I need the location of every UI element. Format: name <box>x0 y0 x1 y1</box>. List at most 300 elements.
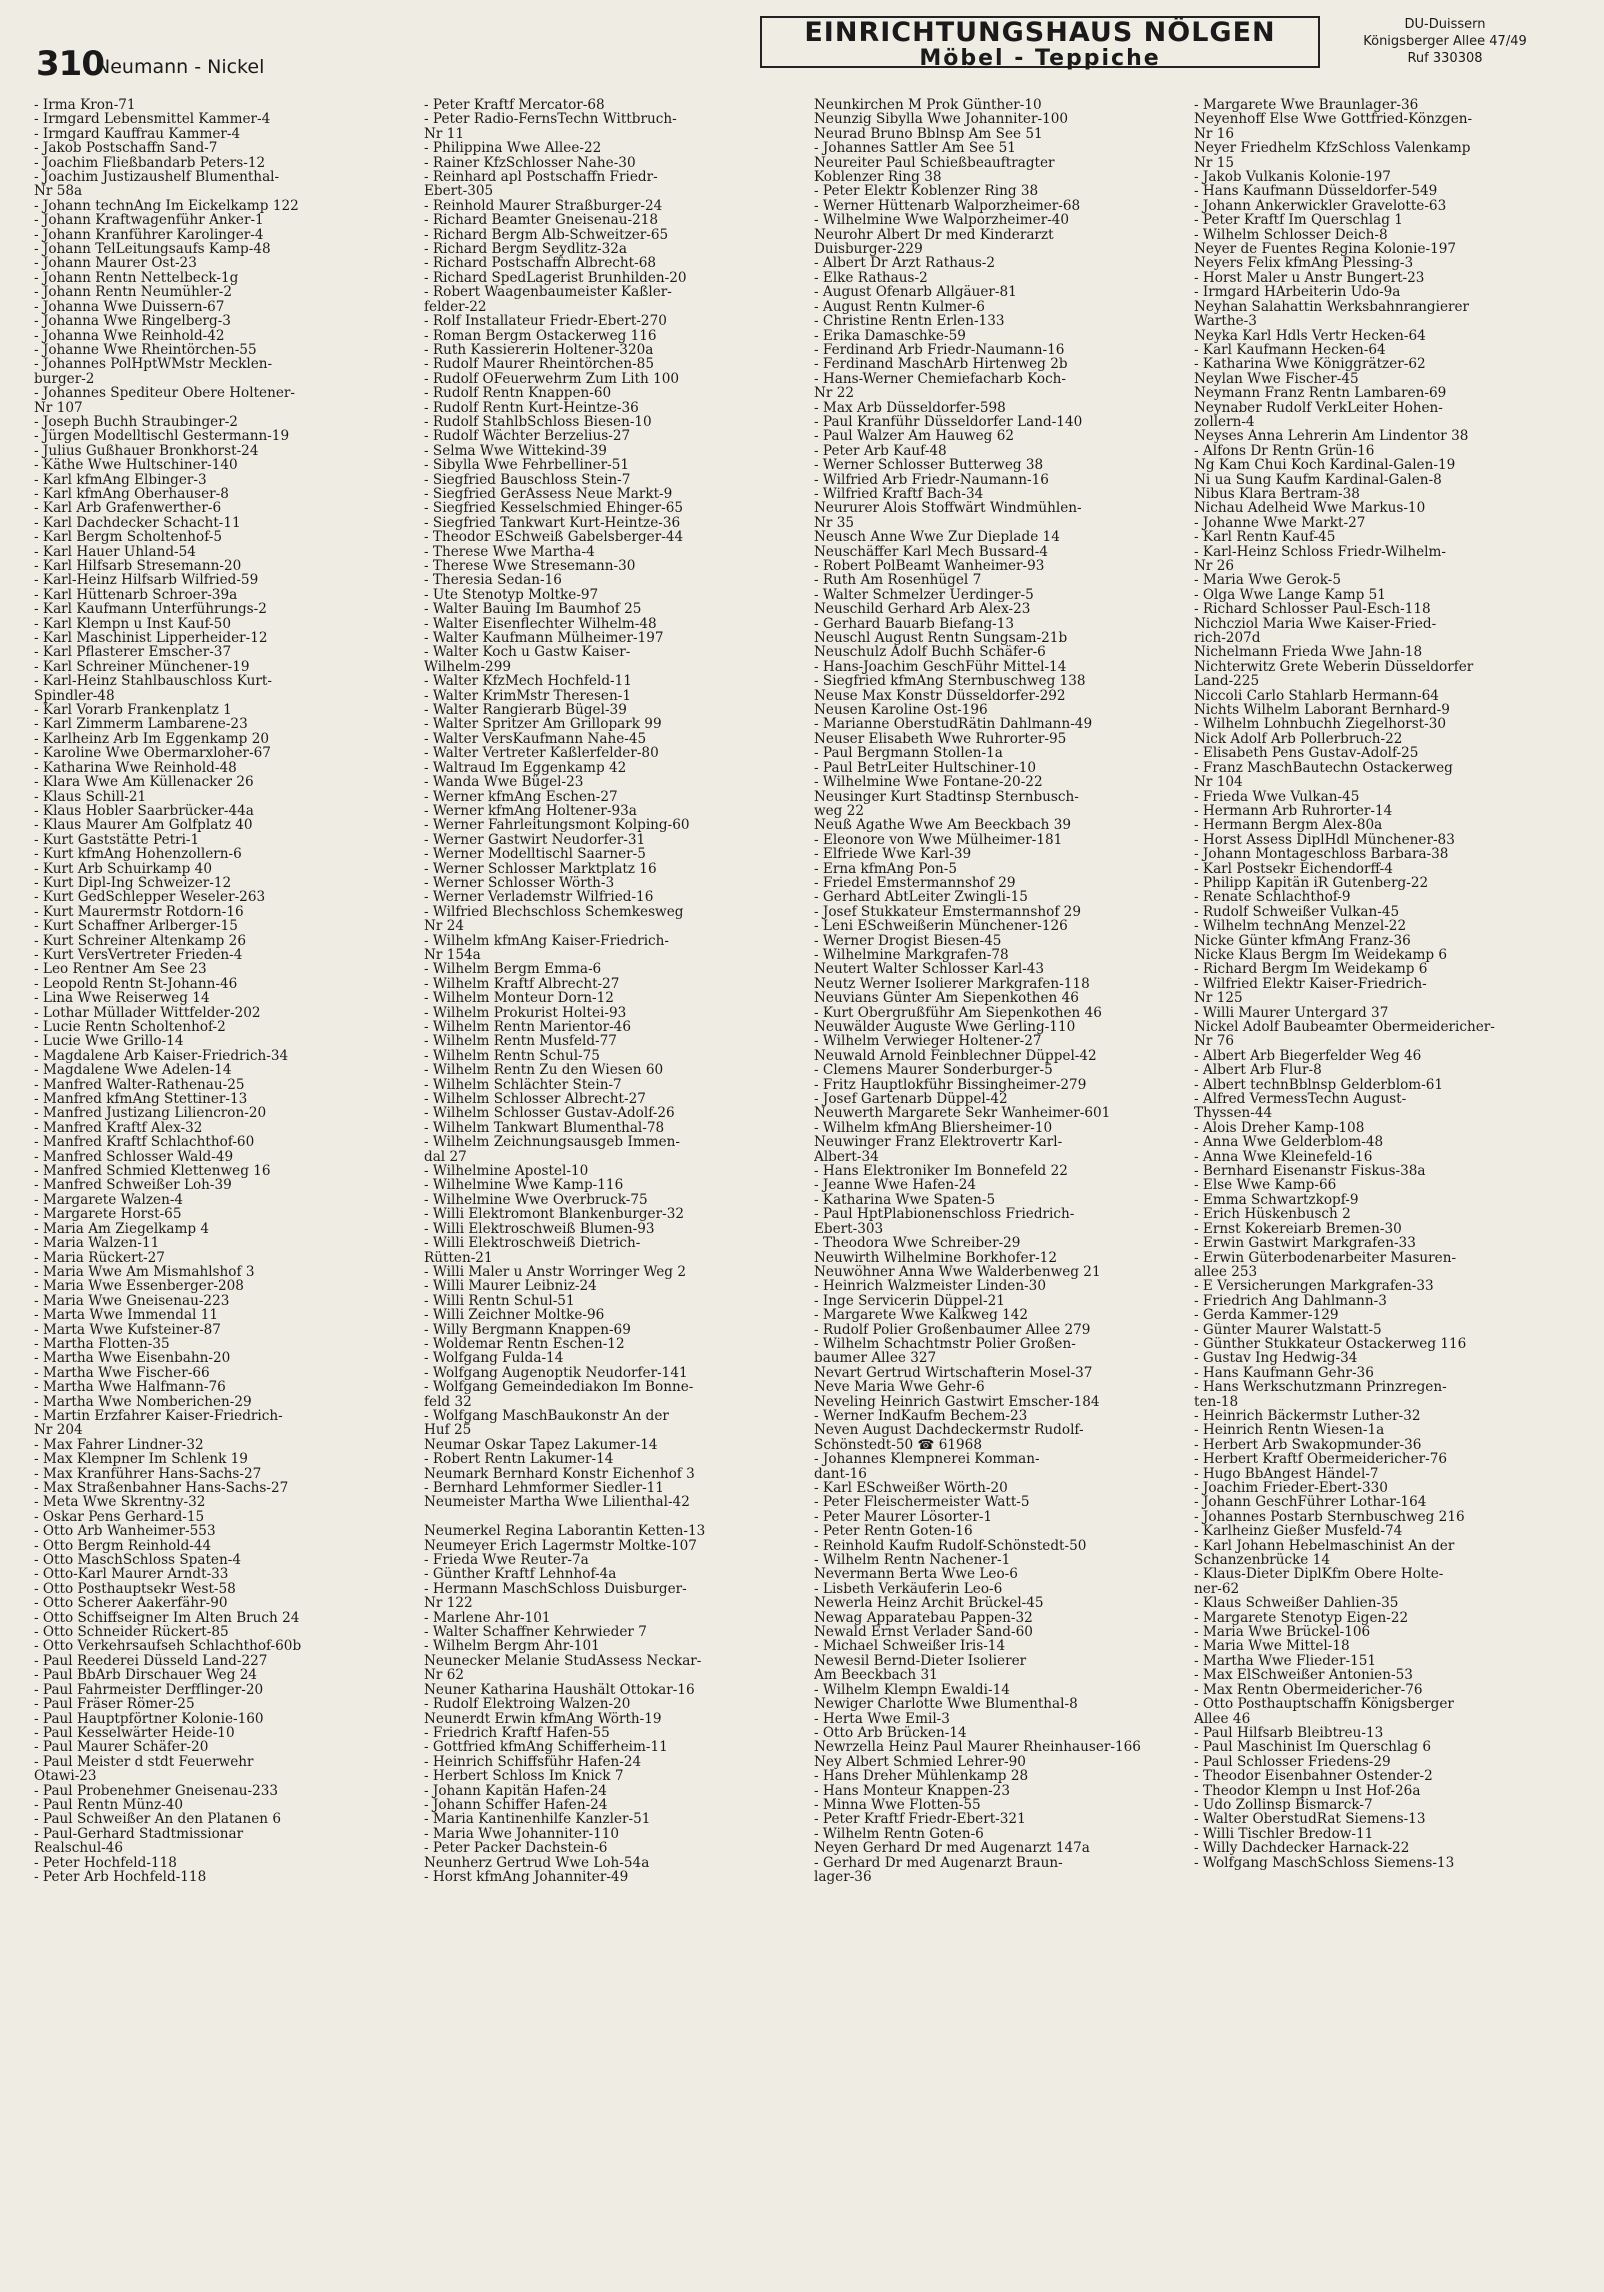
directory-entry: Nr 125 <box>1194 991 1243 1006</box>
directory-entry: - Peter Arb Hochfeld-118 <box>34 1869 207 1885</box>
directory-entry: Neyka Karl Hdls Vertr Hecken-64 <box>1194 328 1426 343</box>
directory-entry: - Margarete Horst-65 <box>34 1207 182 1222</box>
directory-entry: - Karl Pflasterer Emscher-37 <box>34 645 232 660</box>
directory-entry: - Elisabeth Pens Gustav-Adolf-25 <box>1194 746 1419 761</box>
directory-entry: - Walter Kaufmann Mülheimer-197 <box>424 631 664 646</box>
directory-entry: - Max Rentn Obermeidericher-76 <box>1194 1682 1423 1698</box>
directory-entry: Neurohr Albert Dr med Kinderarzt <box>814 227 1054 243</box>
directory-entry: Neve Maria Wwe Gehr-6 <box>814 1380 985 1395</box>
directory-entry: - August Ofenarb Allgäuer-81 <box>814 285 1017 300</box>
directory-entry: - Walter Schmelzer Uerdinger-5 <box>814 587 1034 603</box>
directory-entry: - Lucie Wwe Grillo-14 <box>34 1034 184 1049</box>
directory-entry: - Else Wwe Kamp-66 <box>1194 1178 1337 1193</box>
directory-entry: ner-62 <box>1194 1581 1240 1597</box>
directory-entry: - Karl Rentn Kauf-45 <box>1194 530 1336 545</box>
directory-entry: Nr 76 <box>1194 1034 1235 1049</box>
directory-entry: - Martha Wwe Eisenbahn-20 <box>34 1351 231 1366</box>
directory-entry: - Max Kranführer Hans-Sachs-27 <box>34 1466 262 1481</box>
directory-entry: - Kurt VersVertreter Frieden-4 <box>34 947 243 963</box>
directory-entry: - Wanda Wwe Bügel-23 <box>424 775 584 790</box>
directory-entry: - Hans Werkschutzmann Prinzregen- <box>1194 1380 1447 1395</box>
directory-entry: Nr 16 <box>1194 126 1235 142</box>
directory-entry: - Paul Fräser Römer-25 <box>34 1697 195 1712</box>
directory-entry: - Horst kfmAng Johanniter-49 <box>424 1869 629 1885</box>
directory-entry: - Heinrich Rentn Wiesen-1a <box>1194 1423 1385 1438</box>
directory-entry: Neyer Friedhelm KfzSchloss Valenkamp <box>1194 141 1471 156</box>
directory-entry: - Wolfgang Augenoptik Neudorfer-141 <box>424 1365 688 1381</box>
directory-entry: - Horst Maler u Anstr Bungert-23 <box>1194 270 1425 286</box>
directory-entry: - Martha Wwe Halfmann-76 <box>34 1380 226 1395</box>
directory-entry: - Karl Arb Grafenwerther-6 <box>34 501 222 516</box>
directory-entry: - Peter Arb Kauf-48 <box>814 443 947 459</box>
directory-entry: - Anna Wwe Gelderblom-48 <box>1194 1135 1384 1150</box>
directory-entry: - Jakob Postschaffn Sand-7 <box>34 141 218 156</box>
directory-entry: Nr 11 <box>424 126 465 142</box>
directory-entry: - Herta Wwe Emil-3 <box>814 1711 950 1726</box>
directory-entry: - Paul Meister d stdt Feuerwehr <box>34 1754 254 1770</box>
directory-entry: - Jeanne Wwe Hafen-24 <box>814 1178 977 1193</box>
directory-entry: - Robert Rentn Lakumer-14 <box>424 1452 614 1467</box>
directory-entry: - Siegfried Bauschloss Stein-7 <box>424 472 631 487</box>
directory-entry: - Reinhold Maurer Straßburger-24 <box>424 198 663 214</box>
directory-entry: - Erna kfmAng Pon-5 <box>814 861 958 876</box>
directory-entry: Koblenzer Ring 38 <box>814 170 942 185</box>
directory-entry: - Erich Hüskenbusch 2 <box>1194 1207 1351 1222</box>
directory-entry: - Kurt kfmAng Hohenzollern-6 <box>34 847 242 862</box>
directory-entry: - Karl Kaufmann Hecken-64 <box>1194 342 1386 358</box>
directory-entry: Neuwälder Auguste Wwe Gerling-110 <box>814 1020 1076 1035</box>
directory-entry: - Irmgard HArbeiterin Udo-9a <box>1194 285 1401 300</box>
directory-entry: - Johann Maurer Ost-23 <box>34 256 197 271</box>
directory-entry: - Wilhelm Schlosser Gustav-Adolf-26 <box>424 1106 675 1121</box>
directory-entry: Neuwinger Franz Elektrovertr Karl- <box>814 1135 1063 1150</box>
directory-entry: - Albert Arb Biegerfelder Weg 46 <box>1194 1048 1422 1064</box>
directory-entry: - Friedrich Ang Dahlmann-3 <box>1194 1293 1387 1309</box>
directory-entry: - Magdalene Wwe Adelen-14 <box>34 1063 232 1078</box>
directory-entry: - Leopold Rentn St-Johann-46 <box>34 976 238 992</box>
directory-entry: Rütten-21 <box>424 1250 493 1265</box>
directory-entry: Neusen Karoline Ost-196 <box>814 703 988 718</box>
directory-entry: - Willi Elektromont Blankenburger-32 <box>424 1207 684 1222</box>
directory-entry: - Manfred Justizang Liliencron-20 <box>34 1106 267 1121</box>
directory-entry: - Max Arb Düsseldorfer-598 <box>814 400 1006 415</box>
directory-entry: - Johanna Wwe Ringelberg-3 <box>34 314 231 329</box>
directory-entry: - Johann Rentn Nettelbeck-1g <box>34 270 239 286</box>
directory-entry: - Kurt Schreiner Altenkamp 26 <box>34 933 246 948</box>
directory-entry: - Peter Kraftf Friedr-Ebert-321 <box>814 1812 1026 1827</box>
directory-entry: - Siegfried Kesselschmied Ehinger-65 <box>424 501 684 516</box>
directory-entry: Nr 104 <box>1194 775 1243 790</box>
directory-entry: Nr 204 <box>34 1423 83 1438</box>
directory-entry: - Walter Schaffner Kehrwieder 7 <box>424 1625 647 1640</box>
directory-entry: - Alois Dreher Kamp-108 <box>1194 1120 1365 1136</box>
directory-entry: - Johannes Postarb Sternbuschweg 216 <box>1194 1509 1465 1525</box>
directory-entry: - Maria Wwe Johanniter-110 <box>424 1826 620 1842</box>
directory-entry: - Heinrich Walzmeister Linden-30 <box>814 1279 1046 1294</box>
directory-entry: - Johann Kraftwagenführ Anker-1 <box>34 213 264 228</box>
directory-entry: Schanzenbrücke 14 <box>1194 1553 1330 1568</box>
directory-entry: - Paul Hauptpförtner Kolonie-160 <box>34 1711 264 1726</box>
directory-entry: - Maria Kantinenhilfe Kanzler-51 <box>424 1812 651 1827</box>
directory-entry: Wilhelm-299 <box>424 659 512 675</box>
directory-entry: - Wilfried Kraftf Bach-34 <box>814 486 984 502</box>
directory-entry: - Karl Klempn u Inst Kauf-50 <box>34 616 231 632</box>
directory-entry: - E Versicherungen Markgrafen-33 <box>1194 1279 1434 1294</box>
directory-entry: - Emma Schwartzkopf-9 <box>1194 1192 1359 1208</box>
directory-entry: - Ute Stenotyp Moltke-97 <box>424 587 599 603</box>
directory-entry: - Martha Wwe Nomberichen-29 <box>34 1394 252 1409</box>
directory-entry: - Theodor Klempn u Inst Hof-26a <box>1194 1783 1421 1798</box>
directory-entry: - Hans-Joachim GeschFühr Mittel-14 <box>814 659 1067 675</box>
directory-entry: - Herbert Arb Swakopmunder-36 <box>1194 1437 1422 1453</box>
directory-entry: - Hugo BbAngest Händel-7 <box>1194 1466 1379 1481</box>
directory-entry: - Peter Fleischermeister Watt-5 <box>814 1495 1030 1510</box>
directory-entry: - Joseph Buchh Straubinger-2 <box>34 414 238 430</box>
directory-entry: Neveling Heinrich Gastwirt Emscher-184 <box>814 1394 1100 1409</box>
directory-entry: Neuß Agathe Wwe Am Beeckbach 39 <box>814 818 1072 833</box>
directory-entry: - Renate Schlachthof-9 <box>1194 890 1351 905</box>
directory-entry: - Margarete Wwe Braunlager-36 <box>1194 98 1419 113</box>
directory-entry: Neuwöhner Anna Wwe Walderbenweg 21 <box>814 1264 1101 1280</box>
directory-entry: - Christine Rentn Erlen-133 <box>814 314 1005 329</box>
directory-entry: - Manfred Schlosser Wald-49 <box>34 1149 234 1165</box>
directory-entry: Neumeyer Erich Lagermstr Moltke-107 <box>424 1538 697 1554</box>
directory-entry: - Manfred Kraftf Schlachthof-60 <box>34 1135 255 1150</box>
directory-entry: - Wilhelm Bergm Ahr-101 <box>424 1639 600 1654</box>
directory-entry: - Gustav Ing Hedwig-34 <box>1194 1351 1358 1366</box>
directory-entry: - Karl-Heinz Schloss Friedr-Wilhelm- <box>1194 544 1447 559</box>
directory-entry: - Hermann Bergm Alex-80a <box>1194 818 1383 833</box>
directory-entry: Land-225 <box>1194 674 1260 689</box>
directory-entry: - Johann Kapitän Hafen-24 <box>424 1783 607 1798</box>
directory-entry: - Olga Wwe Lange Kamp 51 <box>1194 587 1386 603</box>
directory-entry: - Kurt Gaststätte Petri-1 <box>34 832 200 848</box>
directory-entry: - Kurt GedSchlepper Weseler-263 <box>34 890 266 905</box>
directory-entry: - Paul BbArb Dirschauer Weg 24 <box>34 1668 258 1683</box>
directory-entry: - Otto Arb Wanheimer-553 <box>34 1524 216 1539</box>
directory-entry: - Inge Servicerin Düppel-21 <box>814 1293 1005 1309</box>
directory-entry: - Katharina Wwe Spaten-5 <box>814 1192 996 1208</box>
directory-entry: - Lisbeth Verkäuferin Leo-6 <box>814 1581 1003 1597</box>
directory-entry: - Herbert Kraftf Obermeidericher-76 <box>1194 1452 1448 1467</box>
directory-entry: - Franz MaschBautechn Ostackerweg <box>1194 760 1453 776</box>
directory-entry: Newag Apparatebau Pappen-32 <box>814 1610 1033 1626</box>
directory-entry: Nickel Adolf Baubeamter Obermeidericher- <box>1194 1020 1495 1035</box>
directory-entry: - Paul Maurer Schäfer-20 <box>34 1740 209 1755</box>
directory-entry: - Willi Maler u Anstr Worringer Weg 2 <box>424 1264 686 1280</box>
directory-entry: - Bernhard Lehmformer Siedler-11 <box>424 1481 664 1496</box>
directory-entry: - Wolfgang Gemeindediakon Im Bonne- <box>424 1380 694 1395</box>
directory-entry: - Johann Kranführer Karolinger-4 <box>34 227 264 243</box>
directory-entry: Newrzella Heinz Paul Maurer Rheinhauser-166 <box>814 1740 1141 1755</box>
directory-entry: - Anna Wwe Kleinefeld-16 <box>1194 1149 1373 1165</box>
directory-entry: - Margarete Wwe Kalkweg 142 <box>814 1308 1029 1323</box>
directory-entry: - Otto Posthauptschaffn Königsberger <box>1194 1697 1454 1712</box>
directory-entry: - Paul Kranführ Düsseldorfer Land-140 <box>814 414 1083 430</box>
directory-entry: - Walter KfzMech Hochfeld-11 <box>424 674 632 689</box>
directory-entry: - Klaus-Dieter DiplKfm Obere Holte- <box>1194 1567 1444 1582</box>
directory-entry: dal 27 <box>424 1149 467 1165</box>
directory-entry: - Willi Maurer Untergard 37 <box>1194 1005 1389 1020</box>
directory-entry: - Maria Wwe Gneisenau-223 <box>34 1293 230 1309</box>
directory-column-2 <box>424 98 794 2268</box>
directory-entry: - Johanne Wwe Markt-27 <box>1194 515 1366 531</box>
directory-entry: - Manfred Schmied Klettenweg 16 <box>34 1164 271 1179</box>
directory-entry: Neuschl August Rentn Sungsam-21b <box>814 631 1068 646</box>
directory-entry: - Richard Bergm Alb-Schweitzer-65 <box>424 227 669 243</box>
directory-entry: - Willi Elektroschweiß Blumen-93 <box>424 1221 655 1237</box>
directory-entry: - Horst Assess DiplHdl Münchener-83 <box>1194 832 1455 848</box>
directory-entry: - Karl-Heinz Hilfsarb Wilfried-59 <box>34 573 259 588</box>
directory-entry: - Ernst Kokereiarb Bremen-30 <box>1194 1221 1402 1237</box>
directory-entry: - Karl Postsekr Eichendorff-4 <box>1194 861 1393 876</box>
directory-entry: Nibus Klara Bertram-38 <box>1194 486 1360 502</box>
directory-entry: - Siegfried kfmAng Sternbuschweg 138 <box>814 674 1086 689</box>
directory-entry: - Reinhold Kaufm Rudolf-Schönstedt-50 <box>814 1538 1087 1554</box>
directory-entry: - Margarete Walzen-4 <box>34 1192 184 1208</box>
directory-entry: - August Rentn Kulmer-6 <box>814 299 985 315</box>
directory-entry: - Hermann MaschSchloss Duisburger- <box>424 1581 687 1597</box>
directory-entry: - Marta Wwe Immendal 11 <box>34 1308 219 1323</box>
directory-entry: lager-36 <box>814 1869 872 1885</box>
directory-entry: - Karlheinz Gießer Musfeld-74 <box>1194 1524 1403 1539</box>
directory-entry: - Paul Schweißer An den Platanen 6 <box>34 1812 282 1827</box>
directory-entry: - Wilhelm Monteur Dorn-12 <box>424 991 614 1006</box>
directory-entry: - Rudolf OFeuerwehrm Zum Lith 100 <box>424 371 680 387</box>
directory-entry: - Erika Damaschke-59 <box>814 328 966 343</box>
directory-entry: - Paul Schlosser Friedens-29 <box>1194 1754 1391 1770</box>
directory-entry: - Paul Hilfsarb Bleibtreu-13 <box>1194 1725 1384 1741</box>
directory-entry: - Günter Maurer Walstatt-5 <box>1194 1322 1382 1337</box>
directory-entry: - Theresia Sedan-16 <box>424 573 562 588</box>
directory-entry: Ebert-303 <box>814 1221 884 1237</box>
directory-entry: Schönstedt-50 ☎ 61968 <box>814 1437 982 1453</box>
directory-entry: Nicke Günter kfmAng Franz-36 <box>1194 933 1411 948</box>
directory-entry: Neuschild Gerhard Arb Alex-23 <box>814 602 1031 617</box>
directory-entry: - Klara Wwe Am Küllenacker 26 <box>34 775 254 790</box>
directory-entry: Neunecker Melanie StudAssess Neckar- <box>424 1653 702 1669</box>
directory-entry: - Peter Kraftf Im Querschlag 1 <box>1194 213 1403 228</box>
directory-entry: Neuser Elisabeth Wwe Ruhrorter-95 <box>814 731 1067 747</box>
directory-entry: - Johann GeschFührer Lothar-164 <box>1194 1495 1427 1510</box>
directory-entry: - Gerhard AbtLeiter Zwingli-15 <box>814 890 1028 905</box>
directory-entry: - Michael Schweißer Iris-14 <box>814 1639 1006 1654</box>
directory-entry: - Otto Schneider Rückert-85 <box>34 1625 229 1640</box>
directory-entry: Nichterwitz Grete Weberin Düsseldorfer <box>1194 659 1474 675</box>
directory-entry: - Johanne Wwe Rheintörchen-55 <box>34 342 257 358</box>
directory-entry: - Werner Schlosser Butterweg 38 <box>814 458 1044 473</box>
directory-entry: Neyses Anna Lehrerin Am Lindentor 38 <box>1194 429 1469 444</box>
directory-entry: - Wilhelm Rentn Goten-6 <box>814 1826 984 1842</box>
directory-entry: - Hans Monteur Knappen-23 <box>814 1783 1010 1798</box>
directory-entry: - Wilfried Blechschloss Schemkesweg <box>424 904 684 920</box>
directory-entry: Neumar Oskar Tapez Lakumer-14 <box>424 1437 658 1453</box>
directory-entry: - Klaus Hobler Saarbrücker-44a <box>34 803 254 819</box>
directory-entry: - Paul Bergmann Stollen-1a <box>814 746 1003 761</box>
directory-entry: - Werner Drogist Biesen-45 <box>814 933 1002 948</box>
directory-entry: - Klaus Schweißer Dahlien-35 <box>1194 1596 1399 1611</box>
directory-entry: Neuwirth Wilhelmine Borkhofer-12 <box>814 1250 1057 1265</box>
directory-entry: - Maria Walzen-11 <box>34 1236 160 1251</box>
directory-entry: Neyhan Salahattin Werksbahnrangierer <box>1194 299 1470 315</box>
directory-entry: Nr 122 <box>424 1596 473 1611</box>
directory-entry: - Maria Am Ziegelkamp 4 <box>34 1221 210 1237</box>
directory-entry: - Wilhelm Rentn Marientor-46 <box>424 1020 631 1035</box>
directory-entry: - Otto Verkehrsaufseh Schlachthof-60b <box>34 1639 302 1654</box>
directory-entry: - Richard Postschaffn Albrecht-68 <box>424 256 657 271</box>
directory-entry: - Paul Kesselwärter Heide-10 <box>34 1725 235 1741</box>
directory-entry: - Ruth Am Rosenhügel 7 <box>814 573 982 588</box>
directory-entry: Am Beeckbach 31 <box>814 1668 938 1683</box>
directory-entry: - Wolfgang MaschBaukonstr An der <box>424 1408 669 1424</box>
directory-entry: rich-207d <box>1194 631 1261 646</box>
directory-entry: - Rudolf Rentn Knappen-60 <box>424 386 612 401</box>
directory-entry: - Maria Wwe Brückel-106 <box>1194 1625 1371 1640</box>
directory-entry: - Werner Schlosser Wörth-3 <box>424 875 615 891</box>
directory-entry: - Manfred Walter-Rathenau-25 <box>34 1077 245 1093</box>
directory-entry: - Leni ESchweißerin Münchener-126 <box>814 919 1068 934</box>
directory-entry: - Max ElSchweißer Antonien-53 <box>1194 1668 1413 1683</box>
directory-entry: - Josef Stukkateur Emstermannshof 29 <box>814 904 1081 920</box>
directory-entry: - Johanna Wwe Duissern-67 <box>34 299 225 315</box>
directory-entry: - Martha Wwe Fischer-66 <box>34 1365 210 1381</box>
directory-entry: - Hermann Arb Ruhrorter-14 <box>1194 803 1393 819</box>
directory-entry: - Kurt Dipl-Ing Schweizer-12 <box>34 875 232 891</box>
directory-entry: - Maria Wwe Am Mismahlshof 3 <box>34 1264 255 1280</box>
directory-entry: Ni ua Sung Kaufm Kardinal-Galen-8 <box>1194 472 1442 487</box>
directory-entry: - Karl Hauer Uhland-54 <box>34 544 196 559</box>
directory-entry: - Johannes PolHptWMstr Mecklen- <box>34 357 273 372</box>
directory-entry: ten-18 <box>1194 1394 1239 1409</box>
directory-entry: Neyenhoff Else Wwe Gottfried-Könzgen- <box>1194 112 1473 127</box>
directory-entry: Nr 107 <box>34 400 83 415</box>
directory-entry: - Siegfried GerAssess Neue Markt-9 <box>424 486 673 502</box>
directory-entry: - Marlene Ahr-101 <box>424 1610 551 1626</box>
directory-entry: Duisburger-229 <box>814 242 923 257</box>
directory-entry: Nr 26 <box>1194 559 1235 574</box>
directory-entry: Newesil Bernd-Dieter Isolierer <box>814 1653 1027 1669</box>
directory-entry: - Otto-Karl Maurer Arndt-33 <box>34 1567 229 1582</box>
directory-entry: - Selma Wwe Wittekind-39 <box>424 443 607 459</box>
directory-entry: - Willi Zeichner Moltke-96 <box>424 1308 605 1323</box>
directory-entry: Neyer de Fuentes Regina Kolonie-197 <box>1194 242 1457 257</box>
directory-entry: - Walter Eisenflechter Wilhelm-48 <box>424 616 657 632</box>
directory-entry: - Rudolf Schweißer Vulkan-45 <box>1194 904 1400 920</box>
directory-entry: - Walter OberstudRat Siemens-13 <box>1194 1812 1426 1827</box>
directory-entry: - Otto Arb Brücken-14 <box>814 1725 967 1741</box>
directory-entry: - Wilhelm technAng Menzel-22 <box>1194 919 1407 934</box>
directory-entry: - Gerhard Dr med Augenarzt Braun- <box>814 1855 1063 1870</box>
directory-entry: - Richard SpedLagerist Brunhilden-20 <box>424 270 687 286</box>
directory-entry: - Kurt Obergrußführ Am Siepenkothen 46 <box>814 1005 1102 1020</box>
directory-entry: - Karl Hilfsarb Stresemann-20 <box>34 559 242 574</box>
directory-entry: - Wilhelm Schlosser Albrecht-27 <box>424 1092 646 1107</box>
directory-entry: Neutz Werner Isolierer Markgrafen-118 <box>814 976 1090 992</box>
directory-entry: felder-22 <box>424 299 487 315</box>
directory-entry: - Karl Johann Hebelmaschinist An der <box>1194 1538 1455 1554</box>
directory-entry: - Clemens Maurer Sonderburger-5 <box>814 1063 1053 1078</box>
directory-entry: - Joachim Justizaushelf Blumenthal- <box>34 170 280 185</box>
directory-entry: Nevermann Berta Wwe Leo-6 <box>814 1567 1018 1582</box>
directory-entry: Nick Adolf Arb Pollerbruch-22 <box>1194 731 1403 747</box>
directory-entry: - Hans-Werner Chemiefacharb Koch- <box>814 371 1067 387</box>
directory-entry: - Albert Dr Arzt Rathaus-2 <box>814 256 996 271</box>
directory-entry: - Walter Rangierarb Bügel-39 <box>424 703 627 718</box>
directory-column-3 <box>814 98 1184 2268</box>
directory-entry: - Paul Maschinist Im Querschlag 6 <box>1194 1740 1432 1755</box>
directory-entry: - Karl ESchweißer Wörth-20 <box>814 1481 1008 1496</box>
directory-entry: - Philippina Wwe Allee-22 <box>424 141 602 156</box>
directory-entry: - Paul BetrLeiter Hultschiner-10 <box>814 760 1037 776</box>
directory-entry: - Richard Bergm Im Weidekamp 6 <box>1194 962 1428 977</box>
directory-entry: - Oskar Pens Gerhard-15 <box>34 1509 205 1525</box>
directory-entry: feld 32 <box>424 1394 472 1409</box>
directory-column-4 <box>1194 98 1564 2268</box>
directory-entry: - Robert Waagenbaumeister Kaßler- <box>424 285 672 300</box>
directory-entry: - Hans Dreher Mühlenkamp 28 <box>814 1769 1029 1784</box>
directory-entry: - Kurt Arb Schuirkamp 40 <box>34 861 212 876</box>
directory-entry: - Manfred Schweißer Loh-39 <box>34 1178 232 1193</box>
directory-entry: - Walter VersKaufmann Nahe-45 <box>424 731 647 747</box>
ad-address <box>1330 16 1560 68</box>
directory-entry: Neuwerth Margarete Sekr Wanheimer-601 <box>814 1106 1111 1121</box>
directory-entry: Neuschäffer Karl Mech Bussard-4 <box>814 544 1048 559</box>
ad-street: Königsberger Allee 47/49 <box>1363 34 1527 49</box>
directory-entry: - Otto Schiffseigner Im Alten Bruch 24 <box>34 1610 300 1626</box>
directory-entry: Neynaber Rudolf VerkLeiter Hohen- <box>1194 400 1443 415</box>
directory-entry: - Peter Elektr Koblenzer Ring 38 <box>814 184 1039 199</box>
directory-entry: Neusinger Kurt Stadtinsp Sternbusch- <box>814 789 1079 804</box>
directory-entry: - Martin Erzfahrer Kaiser-Friedrich- <box>34 1408 283 1424</box>
directory-entry: - Johanna Wwe Reinhold-42 <box>34 328 225 343</box>
page-range: Neumann - Nickel <box>96 56 265 78</box>
directory-entry: - Otto Posthauptsekr West-58 <box>34 1581 236 1597</box>
directory-entry: - Ruth Kassiererin Holtener-320a <box>424 342 654 358</box>
directory-entry: Huf 25 <box>424 1423 472 1438</box>
directory-entry: Neven August Dachdeckermstr Rudolf- <box>814 1423 1084 1438</box>
directory-entry: - Wilhelmine Apostel-10 <box>424 1164 589 1179</box>
directory-entry: Nr 154a <box>424 947 481 963</box>
directory-entry: - Leo Rentner Am See 23 <box>34 962 207 977</box>
directory-entry: - Werner Hüttenarb Walporzheimer-68 <box>814 198 1081 214</box>
directory-entry: - Karlheinz Arb Im Eggenkamp 20 <box>34 731 270 747</box>
directory-entry: Ng Kam Chui Koch Kardinal-Galen-19 <box>1194 458 1456 473</box>
directory-entry: Neuwald Arnold Feinblechner Düppel-42 <box>814 1048 1097 1064</box>
directory-entry: Neumerkel Regina Laborantin Ketten-13 <box>424 1524 706 1539</box>
advertisement-box <box>760 16 1320 71</box>
directory-entry: - Karl kfmAng Elbinger-3 <box>34 472 207 487</box>
directory-entry: - Rudolf Elektroing Walzen-20 <box>424 1697 631 1712</box>
directory-entry: - Paul Fahrmeister Derfflinger-20 <box>34 1682 264 1698</box>
directory-entry: - Katharina Wwe Reinhold-48 <box>34 760 237 776</box>
directory-entry: - Paul Rentn Münz-40 <box>34 1797 184 1813</box>
directory-entry: - Richard Bergm Seydlitz-32a <box>424 242 627 257</box>
directory-entry: - Johann technAng Im Eickelkamp 122 <box>34 198 299 214</box>
directory-entry: - Kurt Schaffner Arlberger-15 <box>34 919 238 934</box>
directory-entry: Thyssen-44 <box>1194 1106 1273 1121</box>
directory-entry: - Minna Wwe Flotten-55 <box>814 1797 981 1813</box>
directory-entry: Neutert Walter Schlosser Karl-43 <box>814 962 1045 977</box>
directory-entry: - Theodor Eisenbahner Ostender-2 <box>1194 1769 1433 1784</box>
directory-entry: - Käthe Wwe Hultschiner-140 <box>34 458 238 473</box>
directory-entry: - Johann Schiffer Hafen-24 <box>424 1797 608 1813</box>
directory-entry: Newald Ernst Verlader Sand-60 <box>814 1625 1033 1640</box>
directory-entry: zollern-4 <box>1194 414 1255 430</box>
directory-entry: - Hans Elektroniker Im Bonnefeld 22 <box>814 1164 1068 1179</box>
directory-entry: - Theodor ESchweiß Gabelsberger-44 <box>424 530 684 545</box>
directory-entry: Newerla Heinz Archit Brückel-45 <box>814 1596 1044 1611</box>
directory-entry: - Lothar Müllader Wittfelder-202 <box>34 1005 261 1020</box>
